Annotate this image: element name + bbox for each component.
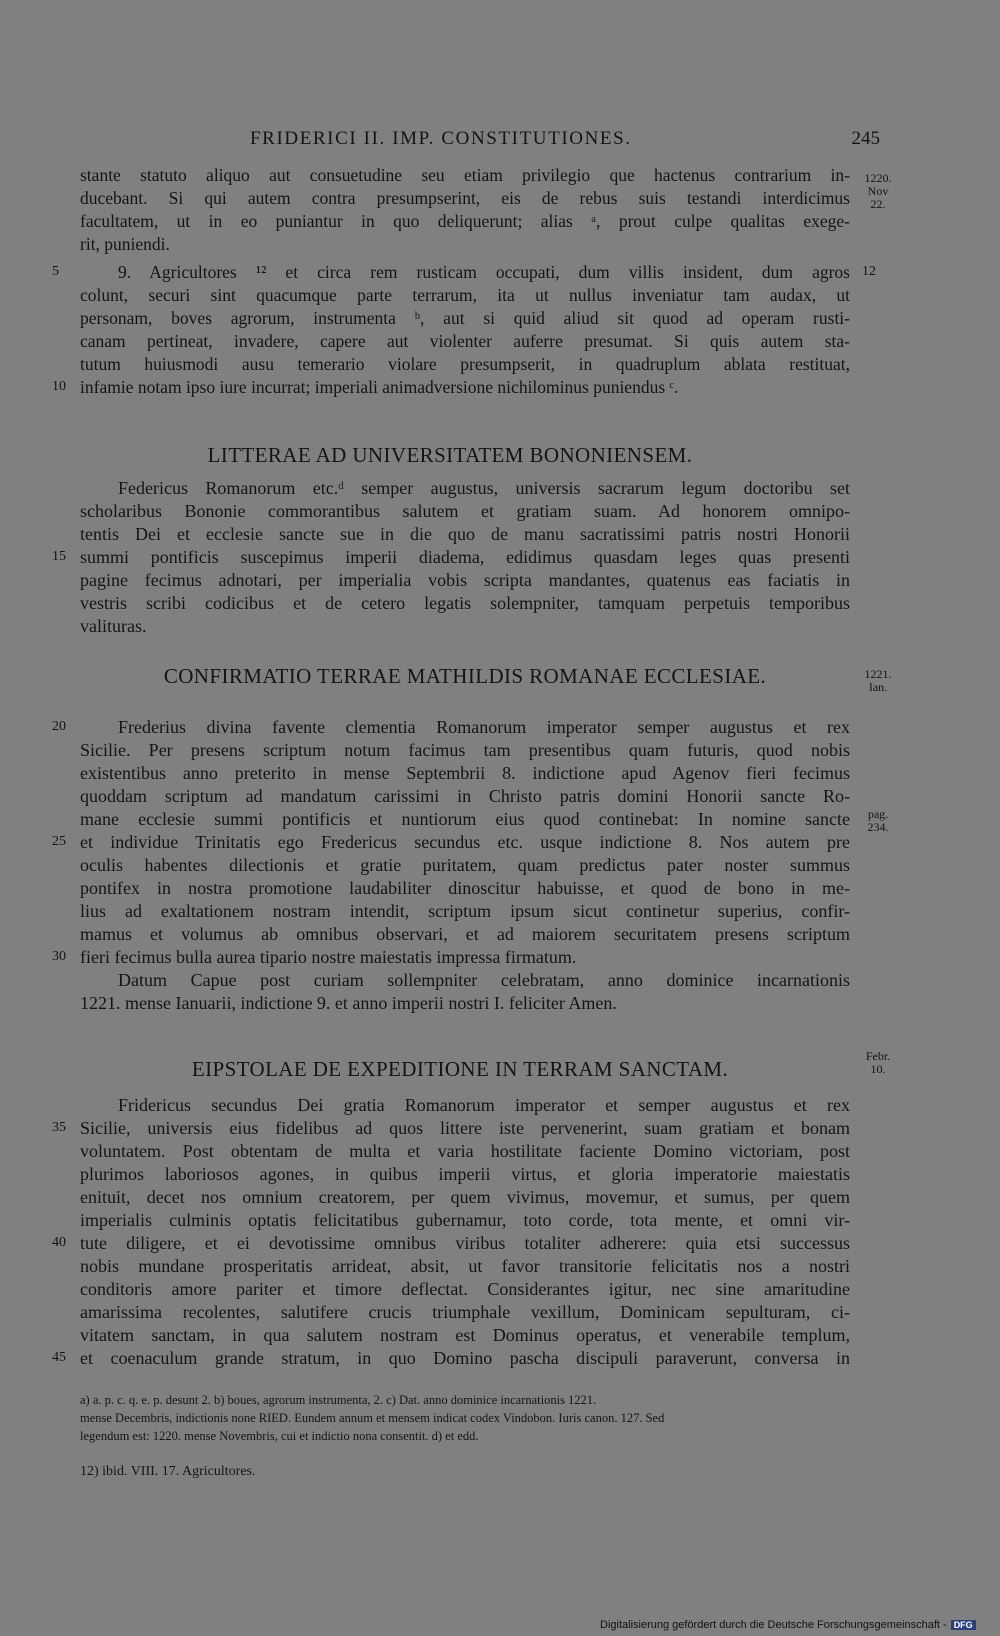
text-line: vestris scribi codicibus et de cetero legatis solempniter, tamquam perpetuis temporibus bbox=[80, 593, 850, 613]
text-line: voluntatem. Post obtentam de multa et varia hostilitate faciente Domino victoriam, post bbox=[80, 1141, 850, 1161]
margin-month: Ian. bbox=[868, 680, 888, 694]
line-number: 15 bbox=[52, 549, 66, 564]
margin-day: 22. bbox=[870, 197, 886, 211]
text-line: personam, boves agrorum, instrumenta ᵇ, aut si quid aliud sit quod ad operam rusti- bbox=[80, 308, 850, 328]
margin-date-febr bbox=[858, 1050, 898, 1076]
text-line: Fridericus secundus Dei gratia Romanorum imperator et semper augustus et rex bbox=[118, 1095, 850, 1115]
running-header bbox=[250, 128, 880, 154]
text-line: Sicilie. Per presens scriptum notum facimus tam presentibus quam futuris, quod nobis bbox=[80, 740, 850, 760]
text-line: scholaribus Bononie commorantibus salutem et gratiam suam. Ad honorem omnipo- bbox=[80, 501, 850, 521]
text-line: plurimos laboriosos agones, in quibus imperii virtus, et gloria imperatorie maiestatis bbox=[80, 1164, 850, 1184]
text-line: et individue Trinitatis ego Fredericus secundus etc. usque indictione 8. Nos autem pre bbox=[80, 832, 850, 852]
line-number: 10 bbox=[52, 379, 66, 394]
header-title: FRIDERICI II. IMP. CONSTITUTIONES. bbox=[250, 128, 632, 149]
text-line: tute diligere, et ei devotissime omnibus viribus totaliter adherere: quia etsi successus bbox=[80, 1233, 850, 1253]
footnote-line: legendum est: 1220. mense Novembris, cui et indictio nona consentit. d) et edd. bbox=[80, 1429, 479, 1443]
heading-bologna-letter: LITTERAE AD UNIVERSITATEM BONONIENSEM. bbox=[207, 443, 693, 467]
text-line: infamie notam ipso iure incurrat; imperiali animadversione nichilominus puniendus ᶜ. bbox=[80, 377, 679, 397]
text-line: facultatem, ut in eo puniantur in quo deliquerunt; alias ᵃ, prout culpe qualitas exege- bbox=[80, 211, 850, 231]
digitization-credit bbox=[600, 1619, 976, 1631]
footnote-reference: 12) ibid. VIII. 17. Agricultores. bbox=[80, 1464, 256, 1479]
text-line: ducebant. Si qui autem contra presumpserint, eis de rebus suis testandi interdicimus bbox=[80, 188, 850, 208]
line-number: 35 bbox=[52, 1120, 66, 1135]
text-line: nobis mundane prosperitatis arrideat, absit, ut favor transitorie felicitatis nos a nostri bbox=[80, 1256, 850, 1276]
margin-day: 10. bbox=[870, 1062, 886, 1076]
text-line: lius ad exaltationem nostram intendit, scriptum ipsum sicut continetur superius, confir- bbox=[80, 901, 850, 921]
text-line: valituras. bbox=[80, 616, 147, 636]
text-line: fieri fecimus bulla aurea tipario nostre maiestatis impressa firmatum. bbox=[80, 947, 577, 967]
footnote-line: mense Decembris, indictionis none RIED. Eundem annum et mensem indicat codex Vindobon. Iuris canon. 127. Sed bbox=[80, 1411, 665, 1425]
text-line: summi pontificis suscepimus imperii diadema, edidimus quasdam leges quas presenti bbox=[80, 547, 850, 567]
footnote-line: a) a. p. c. q. e. p. desunt 2. b) boues, agrorum instrumenta, 2. c) Dat. anno dominice incarnationis 1221. bbox=[80, 1393, 597, 1407]
dfg-logo: DFG bbox=[951, 1620, 976, 1630]
margin-pag: pag. bbox=[867, 807, 889, 821]
text-line: enituit, decet nos omnium creatorem, per quem vivimus, movemur, et sumus, per quem bbox=[80, 1187, 850, 1207]
text-line: 9. Agricultores ¹² et circa rem rusticam occupati, dum villis insident, dum agros bbox=[118, 262, 850, 282]
line-number: 20 bbox=[52, 719, 66, 734]
line-number: 45 bbox=[52, 1350, 66, 1365]
margin-year: 1220. bbox=[864, 171, 892, 185]
text-line: tentis Dei et ecclesie sancte sue in die quo de manu sacratissimi patris nostri Honorii bbox=[80, 524, 850, 544]
credit-text: Digitalisierung gefördert durch die Deutsche Forschungsgemeinschaft - bbox=[600, 1619, 947, 1631]
text-line: et coenaculum grande stratum, in quo Domino pascha discipuli paraverunt, conversa in bbox=[80, 1348, 850, 1368]
heading-expedition: EIPSTOLAE DE EXPEDITIONE IN TERRAM SANCTAM. bbox=[191, 1057, 729, 1081]
text-line: oculis habentes dilectionis et gratie puritatem, quam predictus pater noster summus bbox=[80, 855, 850, 875]
text-line: canam pertineat, invadere, capere aut violenter auferre presumat. Si quis autem sta- bbox=[80, 331, 850, 351]
text-line: Sicilie, universis eius fidelibus ad quos littere iste pervenerint, suam gratiam et bonam bbox=[80, 1118, 850, 1138]
text-line: quoddam scriptum ad mandatum carissimi in Christo patris domini Honorii sancte Ro- bbox=[80, 786, 850, 806]
line-number: 30 bbox=[52, 949, 66, 964]
margin-page-ref bbox=[858, 808, 898, 834]
margin-pag-number: 234. bbox=[867, 820, 889, 834]
text-line: conditoris amore pariter et timore deflectat. Considerantes igitur, nec sine amaritudine bbox=[80, 1279, 850, 1299]
margin-month: Nov bbox=[867, 184, 889, 198]
text-line: imperialis culminis optatis felicitatibus gubernamur, toto corde, tota mente, et omni vir- bbox=[80, 1210, 850, 1230]
line-number: 5 bbox=[52, 264, 59, 279]
text-line: existentibus anno preterito in mense Septembrii 8. indictione apud Agenov fieri fecimus bbox=[80, 763, 850, 783]
heading-mathildis: CONFIRMATIO TERRAE MATHILDIS ROMANAE ECCLESIAE. bbox=[163, 664, 767, 688]
margin-date-1220 bbox=[858, 172, 898, 211]
text-line: pagine fecimus adnotari, per imperialia vobis scripta mandantes, quatenus eas faciatis in bbox=[80, 570, 850, 590]
text-line: vitatem sanctam, in qua salutem nostram est Dominus operatus, et venerabile templum, bbox=[80, 1325, 850, 1345]
text-line: pontifex in nostra promotione laudabiliter dinoscitur habuisse, et quod de bono in me- bbox=[80, 878, 850, 898]
line-number: 25 bbox=[52, 834, 66, 849]
text-line: stante statuto aliquo aut consuetudine seu etiam privilegio que hactenus contrarium in- bbox=[80, 165, 850, 185]
line-number: 40 bbox=[52, 1235, 66, 1250]
text-line: mane ecclesie summi pontificis et nuntiorum eius quod continebat: In nomine sancte bbox=[80, 809, 850, 829]
text-line: tutum huiusmodi ausu temerario violare presumpserit, in quadruplum ablata restituat, bbox=[80, 354, 850, 374]
text-line: Datum Capue post curiam sollempniter celebratam, anno dominice incarnationis bbox=[118, 970, 850, 990]
margin-note-12: 12 bbox=[862, 264, 876, 279]
text-line: rit, puniendi. bbox=[80, 234, 170, 254]
text-line: colunt, securi sint quacumque parte terrarum, ita ut nullus inveniatur tam audax, ut bbox=[80, 285, 850, 305]
margin-year: 1221. bbox=[864, 667, 892, 681]
text-line: 1221. mense Ianuarii, indictione 9. et anno imperii nostri I. feliciter Amen. bbox=[80, 993, 617, 1013]
text-line: mamus et volumus ab omnibus observari, et ad maiorem securitatem presens scriptum bbox=[80, 924, 850, 944]
text-line: Frederius divina favente clementia Romanorum imperator semper augustus et rex bbox=[118, 717, 850, 737]
page-number: 245 bbox=[851, 128, 880, 149]
margin-month: Febr. bbox=[865, 1049, 891, 1063]
text-line: amarissima recolentes, salutifere crucis triumphale vexillum, Dominicam sepulturam, ci- bbox=[80, 1302, 850, 1322]
margin-date-1221 bbox=[858, 668, 898, 694]
text-line: Federicus Romanorum etc.ᵈ semper augustus, universis sacrarum legum doctoribu set bbox=[118, 478, 850, 498]
